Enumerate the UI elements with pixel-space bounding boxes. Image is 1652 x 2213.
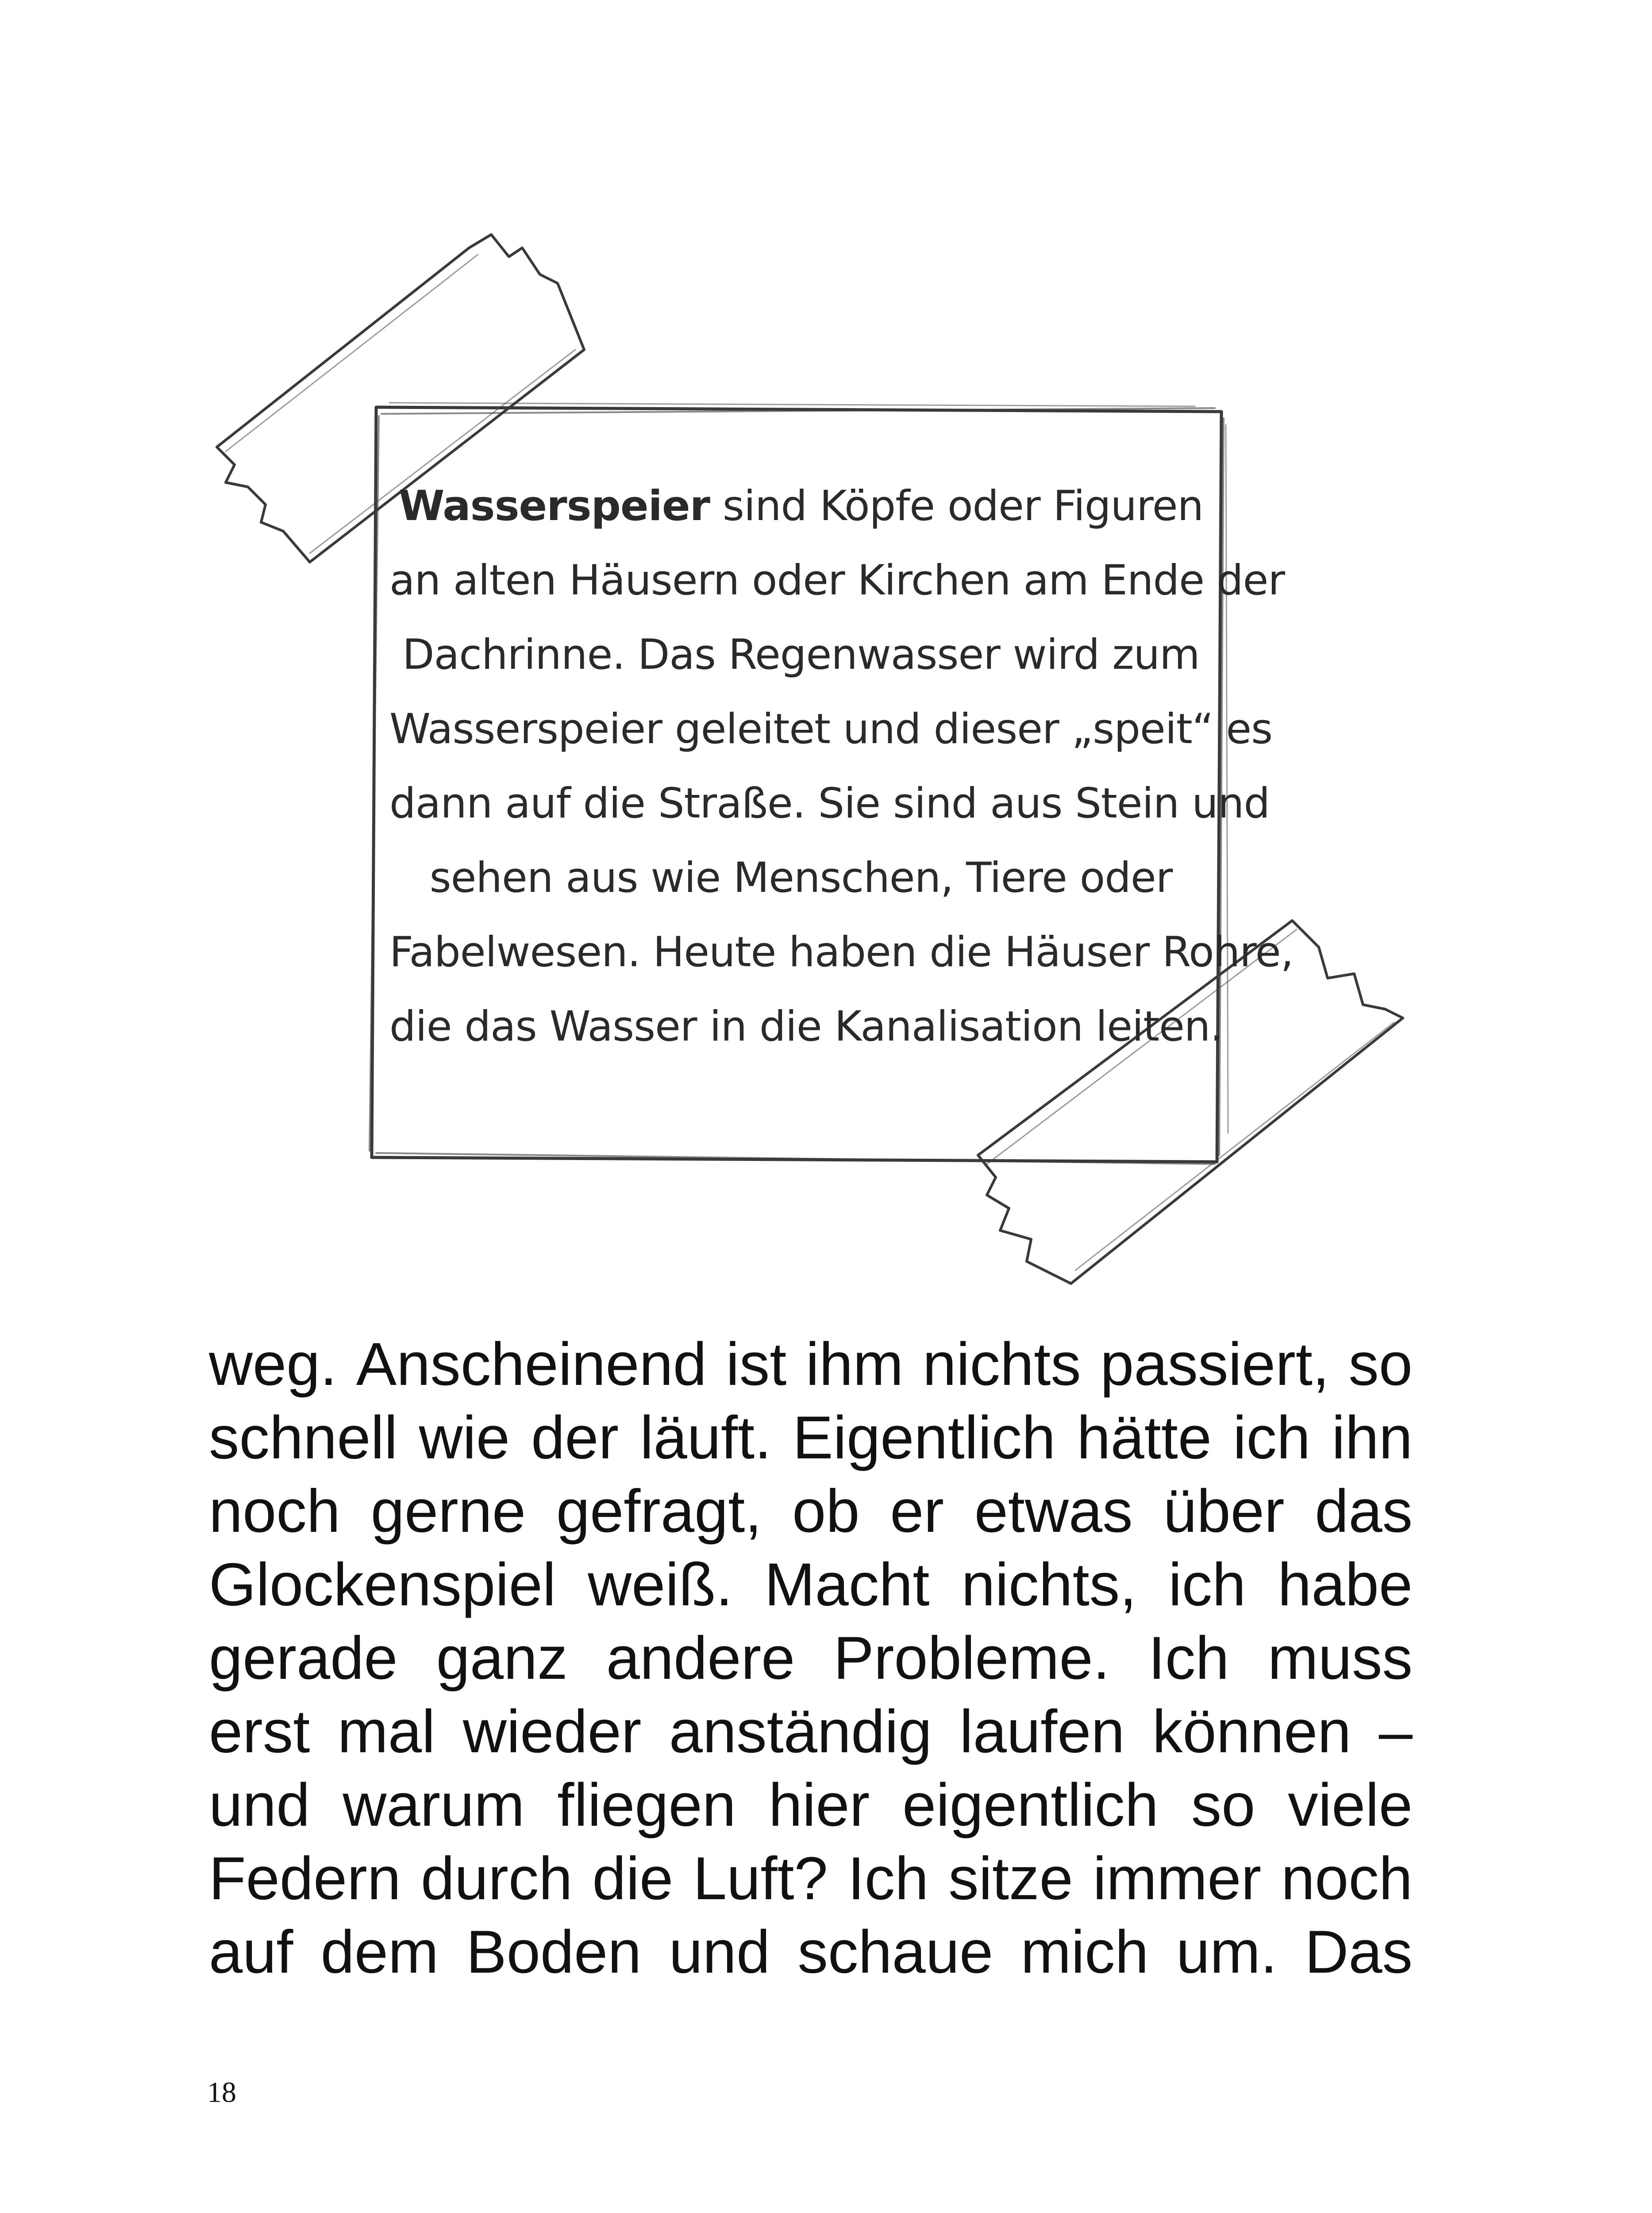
body-word: – [1379,1698,1413,1766]
body-word: Das [1305,1918,1413,1986]
body-word: ganz [436,1624,568,1692]
body-word: läuft. [640,1404,772,1472]
note-line: dann auf die Straße. Sie sind aus Stein und [389,779,1270,828]
body-word: fliegen [557,1771,736,1839]
body-word: warum [343,1771,525,1839]
note-line: Fabelwesen. Heute haben die Häuser Rohre, [389,928,1294,976]
note-line: Dachrinne. Das Regenwasser wird zum [402,631,1200,679]
body-line [209,1622,1413,1695]
body-word: ich [1233,1404,1311,1472]
body-word: nichts, [961,1551,1137,1619]
body-word: ihm [805,1330,904,1398]
body-word: Ich [1148,1624,1229,1692]
body-word: über [1163,1477,1285,1545]
body-line [209,1769,1413,1842]
body-word: durch [420,1845,573,1912]
body-word: hier [768,1771,870,1839]
body-word: können [1152,1698,1352,1766]
body-word: muss [1267,1624,1413,1692]
body-word: anständig [669,1698,932,1766]
body-word: weiß. [588,1551,733,1619]
body-word: er [890,1477,944,1545]
body-word: hätte [1077,1404,1212,1472]
body-word: das [1315,1477,1413,1545]
body-word: passiert, [1100,1330,1329,1398]
body-word: um. [1176,1918,1278,1986]
note-line: Wasserspeier geleitet und dieser „speit“ es [389,705,1273,753]
body-word: und [209,1771,310,1839]
body-word: Federn [209,1845,401,1912]
body-word: Luft? [693,1845,828,1912]
body-word: der [531,1404,619,1472]
body-word: Boden [466,1918,642,1986]
body-word: gerne [370,1477,526,1545]
note-line-rest: sind Köpfe oder Figuren [709,482,1204,530]
body-word: laufen [959,1698,1125,1766]
body-word: Eigentlich [793,1404,1056,1472]
info-note [389,469,1294,1124]
body-text [209,1328,1413,1989]
body-line [209,1548,1413,1622]
body-word: noch [1281,1845,1413,1912]
body-word: Anscheinend [356,1330,707,1398]
body-word: die [592,1845,674,1912]
body-word: habe [1278,1551,1413,1619]
body-word: Probleme. [833,1624,1110,1692]
body-word: mich [1020,1918,1149,1986]
page-number: 18 [207,2076,236,2109]
body-word: auf [209,1918,293,1986]
body-word: so [1191,1771,1255,1839]
body-word: ob [792,1477,860,1545]
body-word: dem [320,1918,439,1986]
body-word: mal [337,1698,435,1766]
body-word: viele [1288,1771,1413,1839]
body-word: nichts [922,1330,1081,1398]
body-line [209,1475,1413,1548]
body-word: gerade [209,1624,398,1692]
body-word: und [669,1918,770,1986]
body-word: schnell [209,1404,398,1472]
body-line [209,1401,1413,1475]
body-word: noch [209,1477,341,1545]
note-line: sehen aus wie Menschen, Tiere oder [429,854,1173,902]
body-word: wieder [462,1698,642,1766]
body-word: ich [1168,1551,1246,1619]
body-word: andere [606,1624,795,1692]
body-word: sitze [948,1845,1073,1912]
body-word: erst [209,1698,310,1766]
body-word: wie [419,1404,510,1472]
body-line [209,1916,1413,1989]
body-line [209,1328,1413,1401]
body-line [209,1842,1413,1916]
body-word: Glockenspiel [209,1551,556,1619]
note-line: an alten Häusern oder Kirchen am Ende der [389,556,1285,605]
body-word: etwas [974,1477,1133,1545]
body-line [209,1695,1413,1769]
body-word: Ich [847,1845,929,1912]
body-word: schaue [797,1918,994,1986]
body-word: ist [726,1330,787,1398]
body-word: immer [1093,1845,1262,1912]
body-word: gefragt, [556,1477,762,1545]
body-word: eigentlich [902,1771,1159,1839]
note-line [389,469,1213,544]
body-word: Macht [764,1551,930,1619]
body-word: weg. [209,1330,337,1398]
note-line: die das Wasser in die Kanalisation leiten. [389,1002,1223,1051]
body-word: ihn [1332,1404,1413,1472]
note-term: Wasserspeier [398,482,710,530]
body-word: so [1348,1330,1413,1398]
